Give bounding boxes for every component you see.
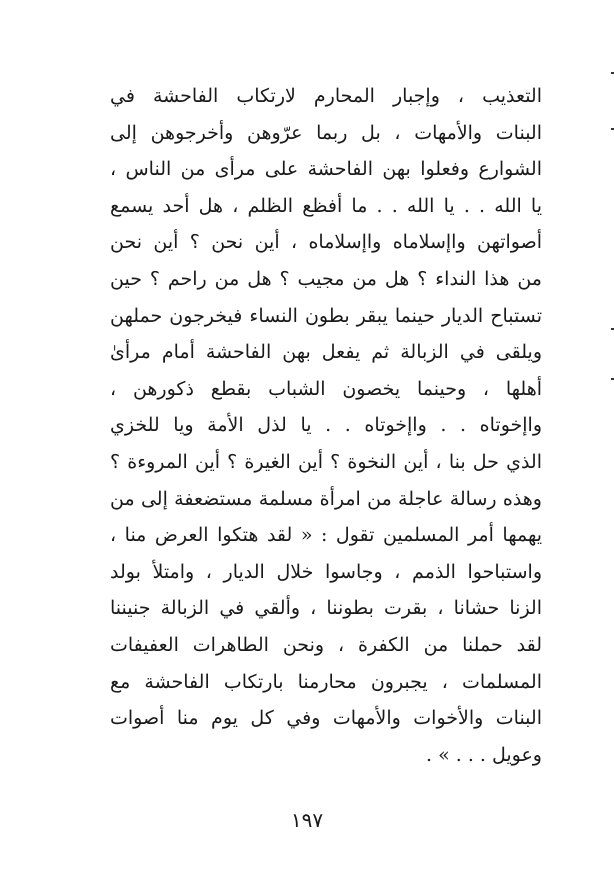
text-line: أهلها ، وحينما يخصون الشباب بقطع ذكورهن ، [110, 377, 542, 400]
text-line: البنات والأمهات ، بل ربما عرّوهن وأخرجوهن إلى [110, 121, 542, 144]
text-line: من هذا النداء ؟ هل من مجيب ؟ هل من راحم ؟ حين [110, 267, 542, 290]
text-line: أصواتهن واإسلاماه واإسلاماه ، أين نحن ؟ أين نحن [110, 231, 542, 254]
text-line: واإخوتاه . . واإخوتاه . . يا لذل الأمة ويا للخزي [110, 414, 542, 437]
text-line: وعويل . . . » . [426, 743, 542, 766]
text-line: يهمها أمر المسلمين تقول : « لقد هتكوا العرض منا ، [110, 524, 542, 547]
text-line: الشوارع وفعلوا بهن الفاحشة على مرأى من الناس ، [110, 158, 542, 181]
text-line: المسلمات ، يجبرون محارمنا بارتكاب الفاحشة مع [110, 670, 542, 693]
text-line: الذي حل بنا ، أين النخوة ؟ أين الغيرة ؟ أين المروءة ؟ [110, 450, 542, 473]
text-line: تستباح الديار حينما يبقر بطون النساء فيخرجون حملهن [110, 304, 542, 327]
text-line: وهذه رسالة عاجلة من امرأة مسلمة مستضعفة إلى من [110, 487, 542, 510]
text-line: يا الله . . يا الله . . ما أفظع الظلم ، هل أحد يسمع [110, 194, 542, 217]
text-line: واستباحوا الذمم ، وجاسوا خلال الديار ، وامتلأ بولد [110, 560, 542, 583]
body-text [110, 78, 542, 773]
text-line: لقد حملنا من الكفرة ، ونحن الطاهرات العفيفات [110, 633, 542, 656]
page-number: ١٩٧ [290, 808, 324, 832]
text-line: ويلقى في الزبالة ثم يفعل بهن الفاحشة أمام مرأىٰ [110, 341, 542, 364]
text-line: الزنا حشانا ، بقرت بطوننا ، وألقي في الزبالة جنيننا [110, 597, 542, 620]
text-line: التعذيب ، وإجبار المحارم لارتكاب الفاحشة في [110, 85, 542, 107]
text-line: البنات والأخوات والأمهات وفي كل يوم منا أصوات [110, 707, 542, 730]
